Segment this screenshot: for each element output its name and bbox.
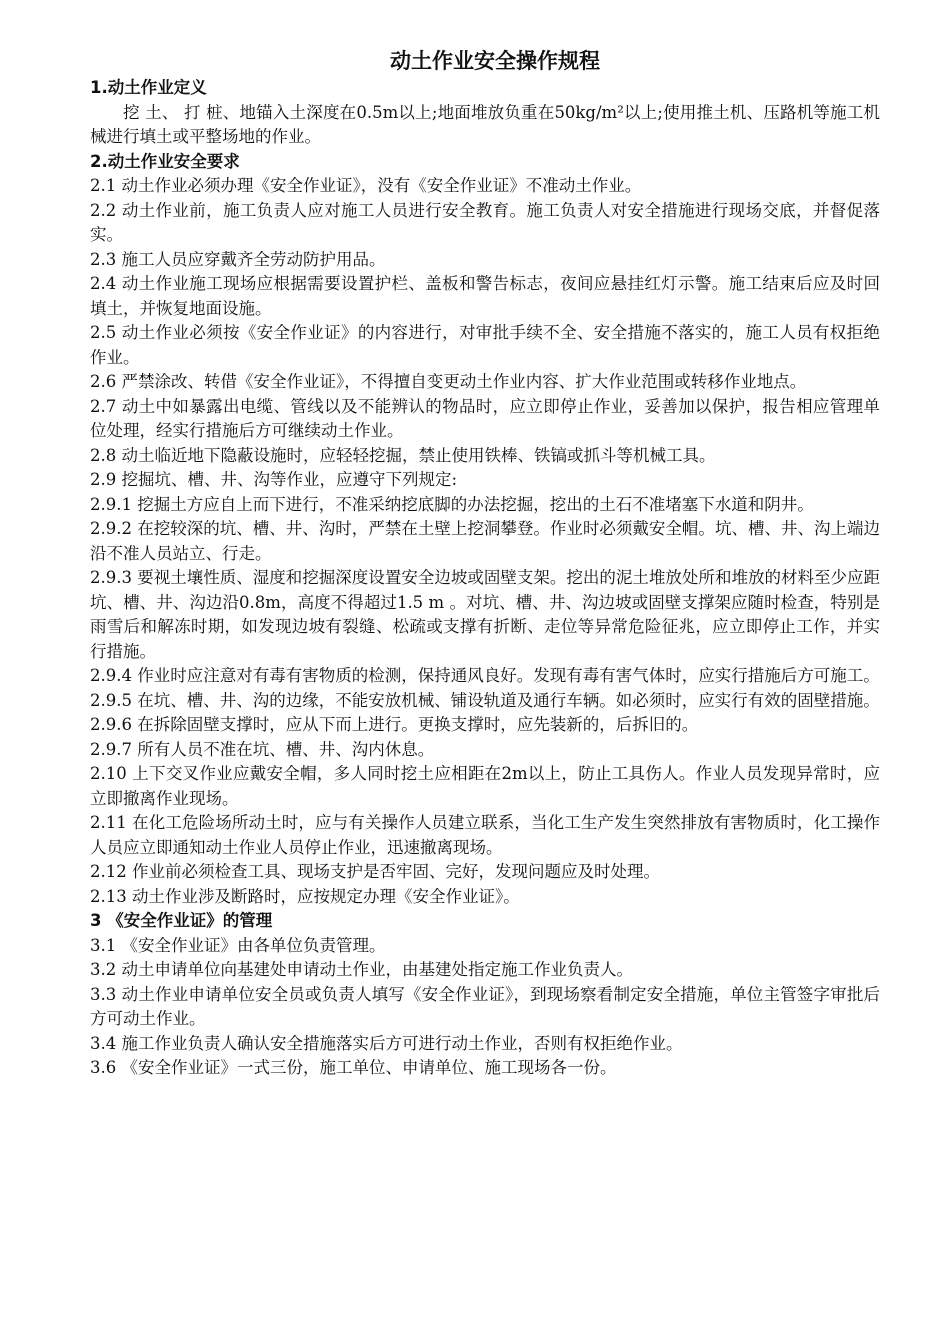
paragraph: 2.7 动土中如暴露出电缆、管线以及不能辨认的物品时，应立即停止作业，妥善加以保护，报告相应管理单位处理，经实行措施后方可继续动土作业。 [90, 396, 880, 440]
paragraph: 3.1 《安全作业证》由各单位负责管理。 [90, 935, 386, 955]
paragraph: 2.9.7 所有人员不准在坑、槽、井、沟内休息。 [90, 739, 435, 759]
paragraph: 2.9.2 在挖较深的坑、槽、井、沟时，严禁在土壁上挖洞攀登。作业时必须戴安全帽。坑、槽、井、沟上端边沿不准人员站立、行走。 [90, 519, 880, 563]
paragraph: 2.9.1 挖掘土方应自上而下进行，不准采纳挖底脚的办法挖掘，挖出的土石不准堵塞下水道和阴井。 [90, 494, 814, 514]
paragraph: 2.9.6 在拆除固壁支撑时，应从下而上进行。更换支撑时，应先装新的，后拆旧的。 [90, 715, 699, 734]
document-title: 动土作业安全操作规程 [390, 49, 600, 73]
section-definition [90, 76, 880, 150]
paragraph: 2.5 动土作业必须按《安全作业证》的内容进行，对审批手续不全、安全措施不落实的，施工人员有权拒绝作业。 [90, 323, 880, 367]
paragraph: 2.3 施工人员应穿戴齐全劳动防护用品。 [90, 249, 386, 269]
section-heading: 1.动土作业定义 [90, 78, 207, 97]
paragraph: 3.2 动土申请单位向基建处申请动土作业，由基建处指定施工作业负责人。 [90, 960, 633, 979]
document-page [90, 46, 880, 1081]
paragraph: 2.8 动土临近地下隐蔽设施时，应轻轻挖掘，禁止使用铁棒、铁镐或抓斗等机械工具。 [90, 445, 716, 465]
paragraph: 2.11 在化工危险场所动土时，应与有关操作人员建立联系，当化工生产发生突然排放有害物质时，化工操作人员应立即通知动土作业人员停止作业，迅速撤离现场。 [90, 813, 880, 857]
section-safety-requirements [90, 150, 880, 910]
paragraph: 3.4 施工作业负责人确认安全措施落实后方可进行动土作业，否则有权拒绝作业。 [90, 1033, 683, 1053]
paragraph: 2.9.5 在坑、槽、井、沟的边缘，不能安放机械、铺设轨道及通行车辆。如必须时，应实行有效的固壁措施。 [90, 690, 880, 710]
paragraph: 2.12 作业前必须检查工具、现场支护是否牢固、完好，发现问题应及时处理。 [90, 862, 660, 881]
paragraph: 2.9 挖掘坑、槽、井、沟等作业，应遵守下列规定: [90, 470, 458, 489]
paragraph: 2.4 动土作业施工现场应根据需要设置护栏、盖板和警告标志，夜间应悬挂红灯示警。施工结束后应及时回填土，并恢复地面设施。 [90, 274, 880, 318]
paragraph: 3.6 《安全作业证》一式三份，施工单位、申请单位、施工现场各一份。 [90, 1058, 617, 1077]
section-heading: 2.动土作业安全要求 [90, 151, 240, 171]
paragraph: 2.1 动土作业必须办理《安全作业证》，没有《安全作业证》不准动土作业。 [90, 176, 642, 195]
paragraph: 2.13 动土作业涉及断路时，应按规定办理《安全作业证》。 [90, 886, 520, 906]
paragraph: 2.9.4 作业时应注意对有毒有害物质的检测，保持通风良好。发现有毒有害气体时，应实行措施后方可施工。 [90, 666, 880, 685]
paragraph: 2.2 动土作业前，施工负责人应对施工人员进行安全教育。施工负责人对安全措施进行现场交底，并督促落实。 [90, 200, 880, 244]
paragraph: 2.9.3 要视土壤性质、湿度和挖掘深度设置安全边坡或固壁支架。挖出的泥土堆放处所和堆放的材料至少应距坑、槽、井、沟边沿0.8m，高度不得超过1.5 m 。对坑、槽、井、沟边坡或固壁支撑架应随时检查，特别是雨雪后和解冻时期，如发现边坡有裂缝、松疏或支撑有折断、走位等异常危险征兆，应立即停止工作，并实行措施。 [90, 568, 880, 661]
paragraph: 挖 土、 打 桩、地锚入土深度在0.5m以上;地面堆放负重在50kg/m²以上;使用推土机、压路机等施工机械进行填土或平整场地的作业。 [90, 102, 880, 146]
paragraph: 2.6 严禁涂改、转借《安全作业证》，不得擅自变更动土作业内容、扩大作业范围或转移作业地点。 [90, 372, 807, 391]
section-permit-management [90, 909, 880, 1081]
paragraph: 3.3 动土作业申请单位安全员或负责人填写《安全作业证》，到现场察看制定安全措施，单位主管签字审批后方可动土作业。 [90, 984, 880, 1028]
section-heading: 3 《安全作业证》的管理 [90, 911, 273, 930]
paragraph: 2.10 上下交叉作业应戴安全帽，多人同时挖土应相距在2m以上，防止工具伤人。作业人员发现异常时，应立即撤离作业现场。 [90, 764, 880, 808]
